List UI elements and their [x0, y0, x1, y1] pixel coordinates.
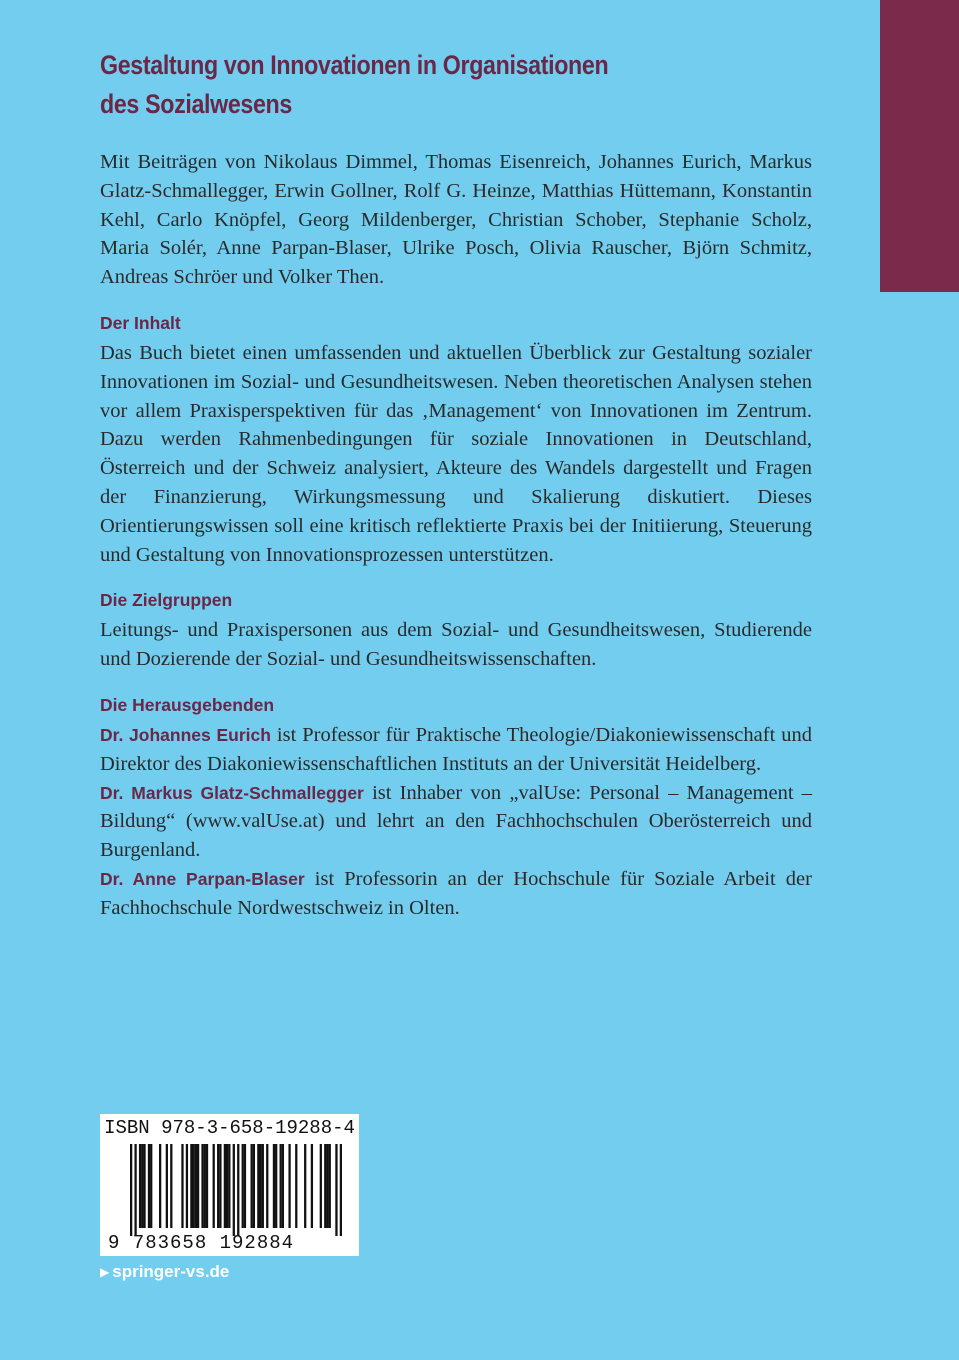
barcode-bar — [262, 1144, 264, 1228]
editor-name: Dr. Anne Parpan-Blaser — [100, 868, 305, 889]
barcode-bar — [217, 1144, 219, 1228]
barcode-bar — [259, 1144, 261, 1228]
barcode-bar — [139, 1144, 141, 1228]
barcode-bar — [148, 1144, 150, 1228]
barcode-bar — [159, 1144, 161, 1228]
barcode-bar — [282, 1144, 284, 1228]
isbn-barcode — [100, 1114, 359, 1256]
barcode-bar — [166, 1144, 168, 1228]
barcode-bar — [340, 1144, 342, 1236]
barcode-bar — [288, 1144, 290, 1228]
barcode-bar — [244, 1144, 246, 1228]
editor-bio — [100, 865, 812, 923]
barcode-bars — [130, 1144, 342, 1236]
book-title-line-2: des Sozialwesens — [100, 89, 292, 119]
section-heading-inhalt: Der Inhalt — [100, 312, 181, 333]
barcode-bar — [141, 1144, 143, 1228]
barcode-bar — [170, 1144, 172, 1228]
accent-band — [880, 0, 959, 292]
barcode-bar — [237, 1144, 239, 1236]
barcode-bar — [219, 1144, 221, 1228]
arrow-right-icon: ▶ — [100, 1265, 110, 1279]
barcode-bar — [311, 1144, 313, 1228]
book-title — [100, 46, 736, 124]
barcode-bar — [195, 1144, 197, 1228]
barcode-bar — [226, 1144, 228, 1228]
barcode-bar — [224, 1144, 226, 1228]
editor-name: Dr. Johannes Eurich — [100, 724, 271, 745]
barcode-bar — [213, 1144, 215, 1228]
barcode-bar — [201, 1144, 203, 1228]
barcode-bar — [320, 1144, 322, 1228]
barcode-bar — [304, 1144, 306, 1228]
editor-name: Dr. Markus Glatz-Schmallegger — [100, 782, 364, 803]
editor-bio-text: ist Professorin an der Hochschule für Soziale Arbeit der Fachhochschule Nordwestschweiz in Olten. — [100, 867, 812, 919]
barcode-bar — [266, 1144, 268, 1228]
ean-digits: 9 783658 192884 — [108, 1232, 295, 1254]
publisher-url: springer-vs.de — [112, 1262, 230, 1281]
barcode-bar — [275, 1144, 277, 1228]
section-inhalt — [100, 309, 812, 569]
barcode-bar — [143, 1144, 145, 1228]
back-cover-text — [100, 148, 812, 923]
barcode-bar — [228, 1144, 230, 1228]
barcode-bar — [280, 1144, 282, 1228]
barcode-bar — [242, 1144, 244, 1228]
section-herausgebende — [100, 691, 812, 923]
editor-bio — [100, 721, 812, 779]
isbn-number: ISBN 978-3-658-19288-4 — [104, 1117, 355, 1139]
barcode-bar — [253, 1144, 255, 1228]
barcode-bar — [233, 1144, 235, 1236]
barcode-bar — [134, 1144, 136, 1236]
editor-bio-text: ist Professor für Praktische Theologie/Diakoniewissenschaft und Direktor des Diakoniewissenschaftlichen Instituts an der Universität Heidelberg. — [100, 723, 813, 775]
editor-bio — [100, 779, 812, 865]
barcode-bar — [273, 1144, 275, 1228]
editor-bio-text: ist Inhaber von „valUse: Personal – Management – Bildung“ (www.valUse.at) und lehrt an den Fachhochschulen Oberösterreich und Burgenland. — [100, 781, 812, 862]
zielgruppen-text: Leitungs- und Praxispersonen aus dem Sozial- und Gesundheitswesen, Studierende und Dozierende der Sozial- und Gesundheitswissenschaften. — [100, 619, 812, 671]
barcode-bar — [257, 1144, 259, 1228]
barcode-bar — [326, 1144, 328, 1228]
publisher-link[interactable] — [100, 1262, 229, 1282]
section-heading-zielgruppen: Die Zielgruppen — [100, 590, 233, 611]
barcode-bar — [324, 1144, 326, 1228]
barcode-bar — [295, 1144, 297, 1228]
barcode-bar — [181, 1144, 183, 1228]
barcode-bar — [251, 1144, 253, 1228]
book-title-line-1: Gestaltung von Innovationen in Organisationen — [100, 50, 609, 80]
barcode-bar — [192, 1144, 194, 1228]
barcode-bar — [335, 1144, 337, 1236]
barcode-bar — [190, 1144, 192, 1228]
inhalt-text: Das Buch bietet einen umfassenden und aktuellen Überblick zur Gestaltung sozialer Innovationen im Sozial- und Gesundheitswesen. Neben theoretischen Analysen stehen vor allem Praxisperspektiven für das ‚Management‘ von Innovationen im Zentrum. Dazu werden Rahmenbedingungen für soziale Innovationen in Deutschland, Österreich und der Schweiz analysiert, Akteure des Wandels dargestellt und Fragen der Finanzierung, Wirkungsmessung und Skalierung diskutiert. Dieses Orientierungswissen soll eine kritisch reflektierte Praxis bei der Initiierung, Steuerung und Gestaltung von Innovationsprozessen unterstützen. — [100, 341, 812, 566]
section-zielgruppen — [100, 586, 812, 674]
contributors-text: Mit Beiträgen von Nikolaus Dimmel, Thomas Eisenreich, Johannes Eurich, Markus Glatz-Schmallegger, Erwin Gollner, Rolf G. Heinze, Matthias Hüttemann, Konstantin Kehl, Carlo Knöpfel, Georg Mildenberger, Christian Schober, Stephanie Scholz, Maria Solér, Anne Parpan-Blaser, Ulrike Posch, Olivia Rauscher, Björn Schmitz, Andreas Schröer und Volker Then. — [100, 151, 812, 289]
barcode-bar — [130, 1144, 132, 1236]
barcode-bar — [186, 1144, 188, 1228]
barcode-bar — [329, 1144, 331, 1228]
barcode-bar — [204, 1144, 206, 1228]
barcode-bar — [206, 1144, 208, 1228]
barcode-bar — [197, 1144, 199, 1228]
barcode-bar — [150, 1144, 152, 1228]
section-heading-herausgebende: Die Herausgebenden — [100, 694, 275, 715]
